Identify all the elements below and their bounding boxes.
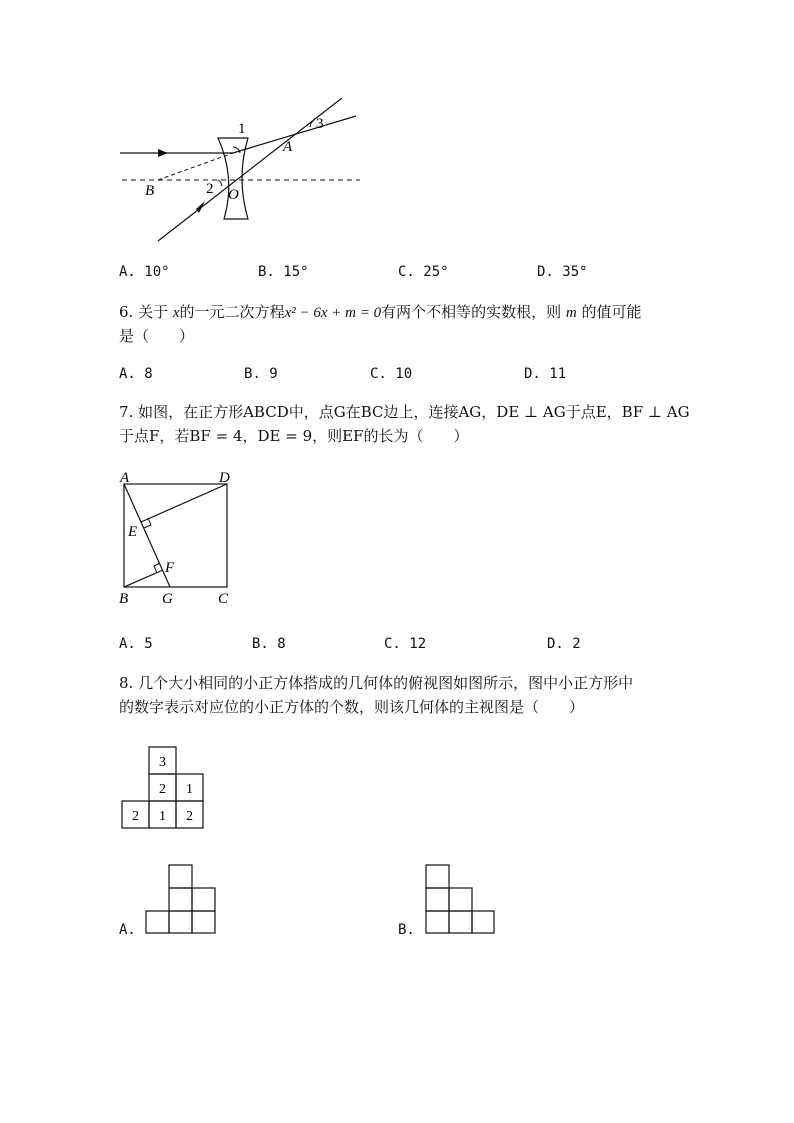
label-G: G <box>162 591 173 607</box>
q5-option-a: A. 10° <box>119 264 170 280</box>
q6-end: 的值可能 <box>581 303 642 321</box>
label-B: B <box>145 183 155 199</box>
label-1: 1 <box>238 121 246 137</box>
q7-option-b: B. 8 <box>252 636 286 652</box>
q7-option-c: C. 12 <box>384 636 427 652</box>
label-F: F <box>165 560 175 576</box>
q6-line2: 是（ ） <box>119 327 195 345</box>
q7-option-d: D. 2 <box>547 636 581 652</box>
q6-option-b: B. 9 <box>244 366 278 382</box>
q6-mid: 的一元二次方程 <box>179 303 285 321</box>
label-A: A <box>283 139 293 155</box>
label-O: O <box>228 187 239 203</box>
label-A: A <box>120 470 130 486</box>
q5-option-d: D. 35° <box>537 264 588 280</box>
cell-r3c1: 2 <box>132 809 139 824</box>
q7-option-a: A. 5 <box>119 636 153 652</box>
label-E: E <box>128 524 138 540</box>
cell-r1c2: 3 <box>159 755 166 770</box>
q8-option-b-label: B. <box>398 922 415 938</box>
label-C: C <box>218 591 229 607</box>
q6-var-m: m <box>565 305 577 321</box>
label-3: 3 <box>316 116 324 132</box>
q8-line2: 的数字表示对应位的小正方体的个数，则该几何体的主视图是（ ） <box>119 698 585 716</box>
label-D: D <box>219 470 230 486</box>
q8-option-a-label: A. <box>119 922 136 938</box>
q6-equation: x² − 6x + m = 0 <box>284 305 382 321</box>
q8-line1: 8. 几个大小相同的小正方体搭成的几何体的俯视图如图所示，图中小正方形中 <box>119 674 634 692</box>
q5-option-b: B. 15° <box>258 264 309 280</box>
q7-line1: 7. 如图，在正方形ABCD中，点G在BC边上，连接AG，DE ⊥ AG于点E，BF ⊥ AG <box>119 403 690 421</box>
q6-option-c: C. 10 <box>370 366 413 382</box>
label-2: 2 <box>206 181 214 197</box>
cell-r3c3: 2 <box>186 809 193 824</box>
cell-r2c3: 1 <box>186 782 193 797</box>
cell-r3c2: 1 <box>159 809 166 824</box>
cell-r2c2: 2 <box>159 782 166 797</box>
q6-option-d: D. 11 <box>524 366 567 382</box>
q6-prefix: 6. 关于 <box>119 303 169 321</box>
q6-suffix: 有两个不相等的实数根，则 <box>381 303 562 321</box>
q6-var-x: x <box>172 305 180 321</box>
label-B: B <box>119 591 129 607</box>
q5-option-c: C. 25° <box>398 264 449 280</box>
q7-line2: 于点F，若BF = 4，DE = 9，则EF的长为（ ） <box>119 427 469 445</box>
q6-option-a: A. 8 <box>119 366 153 382</box>
